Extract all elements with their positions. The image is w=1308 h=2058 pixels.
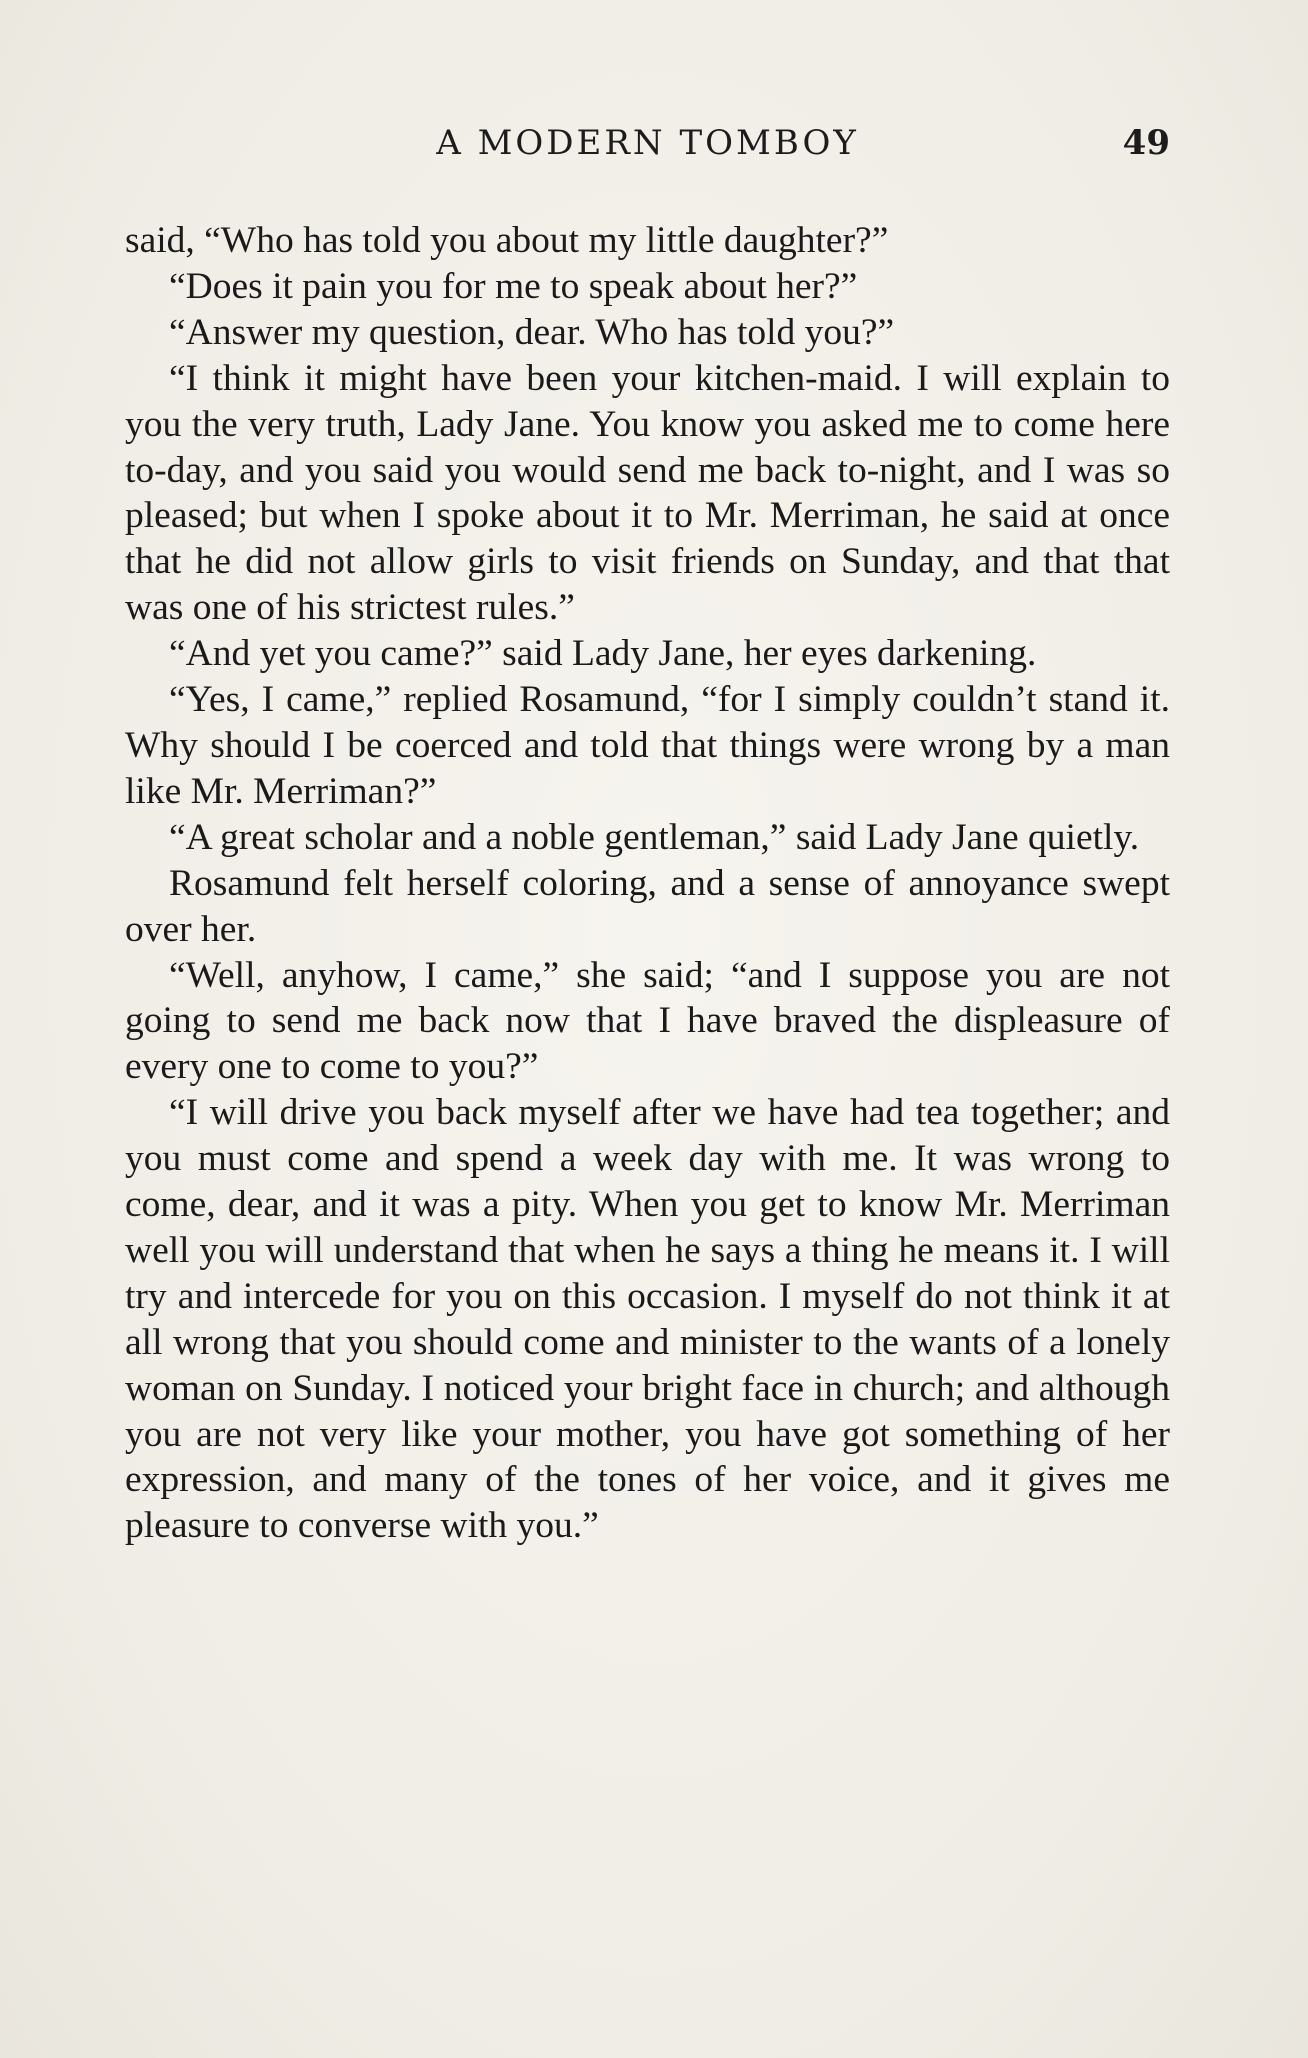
running-title: A MODERN TOMBOY [436, 123, 859, 163]
paragraph: said, “Who has told you about my little daughter?” [125, 220, 889, 261]
paragraph: Rosamund felt herself coloring, and a sense of annoyance swept over her. [125, 862, 1170, 950]
paragraph: “And yet you came?” said Lady Jane, her eyes darkening. [169, 633, 1037, 675]
paragraph: “A great scholar and a noble gentleman,” said Lady Jane quietly. [169, 816, 1140, 858]
body-text [125, 218, 1170, 1549]
paragraph: “Well, anyhow, I came,” she said; “and I suppose you are not going to send me back now that I have braved the displeasure of every one to come to you?” [125, 954, 1170, 1088]
page-number: 49 [1122, 123, 1170, 163]
paragraph: “Answer my question, dear. Who has told you?” [169, 311, 895, 353]
paragraph: “I will drive you back myself after we have had tea together; and you must come and spend a week day with me. It was wrong to come, dear, and it was a pity. When you get to know Mr. Merriman well you will understand that when he says a thing he means it. I will try and intercede for you on this occasion. I myself do not think it at all wrong that you should come and minister to the wants of a lonely woman on Sunday. I noticed your bright face in church; and although you are not very like your mother, you have got something of her expression, and many of the tones of her voice, and it gives me pleasure to converse with you.” [125, 1092, 1170, 1547]
paragraph: “Does it pain you for me to speak about her?” [169, 265, 858, 307]
paragraph: “I think it might have been your kitchen-maid. I will explain to you the very truth, Lady Jane. You know you asked me to come here to-day, and you said you would send me back to-night, and I was so pleased; but when I spoke about it to Mr. Merriman, he said at once that he did not allow girls to visit friends on Sunday, and that that was one of his strictest rules.” [125, 357, 1170, 629]
page-header [125, 118, 1170, 168]
paragraph: “Yes, I came,” replied Rosamund, “for I simply couldn’t stand it. Why should I be coerced and told that things were wrong by a man like Mr. Merriman?” [125, 679, 1170, 812]
